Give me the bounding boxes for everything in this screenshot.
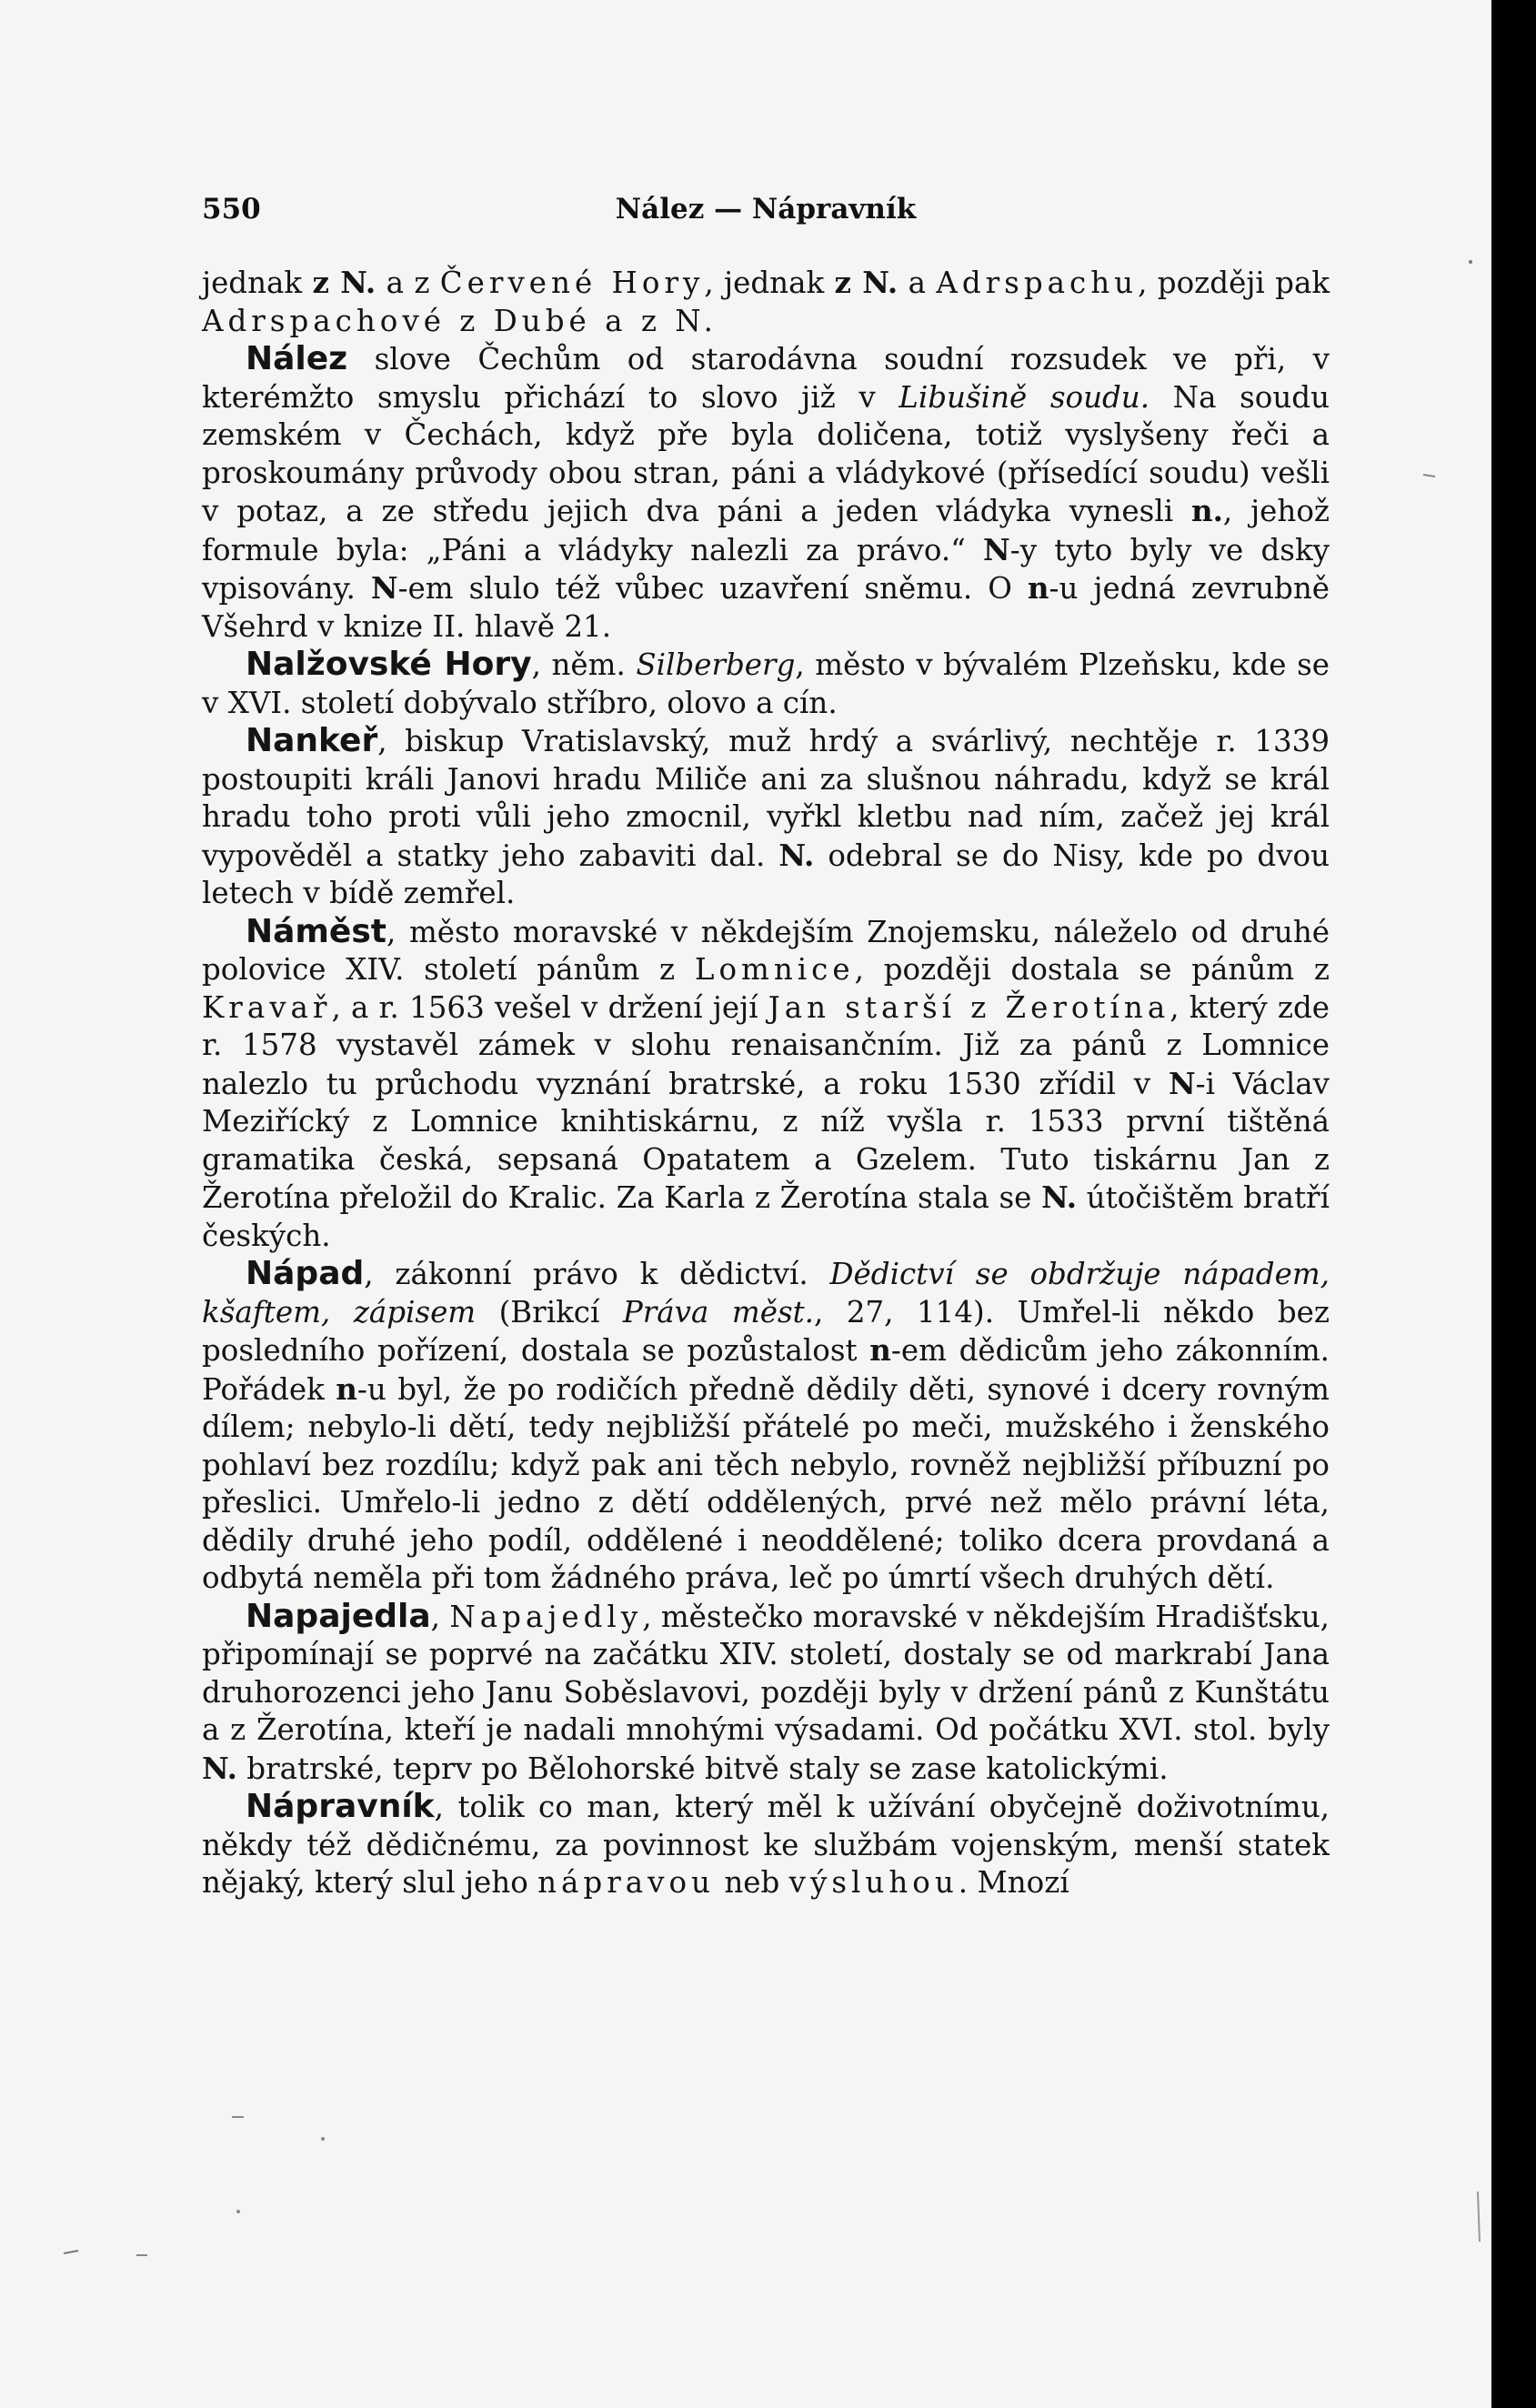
- headword: Nález: [246, 340, 348, 377]
- entry-namest: Náměst, město moravské v někdejším Znojemsku, náleželo od druhé polovice XIV. století pánům z Lomnice, později dostala se pánům z Kravař, a r. 1563 vešel v držení její Jan starší z Žerotína, který zde r. 1578 vystavěl zámek v slohu renaisančním. Již za pánů z Lomnice nalezlo tu průchodu vyznání bratrské, a roku 1530 zřídil v N-i Václav Meziřícký z Lomnice knihtiskárnu, z níž vyšla r. 1533 první tištěná gramatika česká, sepsaná Opatatem a Gzelem. Tuto tiskárnu Jan z Žerotína přeložil do Kralic. Za Karla z Žerotína stala se N. útočištěm bratří českých.: [202, 912, 1330, 1253]
- scan-speck: [1478, 2192, 1480, 2242]
- scan-speck: [1423, 475, 1435, 477]
- entry-nanker: Nankeř, biskup Vratislavský, muž hrdý a svárlivý, nechtěje r. 1339 postoupiti králi Janovi hradu Miliče ani za slušnou náhradu, když se král hradu toho proti vůli jeho zmocnil, vyřkl kletbu nad ním, začež jej král vypověděl a statky jeho zabaviti dal. N. odebral se do Nisy, kde po dvou letech v bídě zemřel.: [202, 722, 1330, 910]
- entry-napajedla: Napajedla, Napajedly, městečko moravské v někdejším Hradišťsku, připomínají se poprvé na začátku XIV. století, dostaly se od markrabí Jana druhorozenci jeho Janu Soběslavovi, později byly v držení pánů z Kunštátu a z Žerotína, kteří je nadali mnohými výsadami. Od počátku XVI. stol. byly N. bratrské, teprv po Bělohorské bitvě staly se zase katolickými.: [202, 1597, 1330, 1786]
- scan-speck: [1469, 260, 1472, 264]
- entry-nalez: Nález slove Čechům od starodávna soudní rozsudek ve při, v kterémžto smyslu přichází to slovo již v Libušině soudu. Na soudu zemském v Čechách, když pře byla doličena, totiž vyslyšeny řeči a proskoumány průvody obou stran, páni a vládykové (přísedící soudu) vešli v potaz, a ze středu jejich dva páni a jeden vládyka vynesli n., jehož formule byla: „Páni a vládyky nalezli za právo.“ N-y tyto byly ve dsky vpisovány. N-em slulo též vůbec uzavření sněmu. O n-u jedná zevrubně Všehrd v knize II. hlavě 21.: [202, 340, 1330, 644]
- page-number: 550: [202, 193, 261, 226]
- headword: Nankeř: [246, 722, 378, 759]
- scan-speck: [64, 2251, 78, 2253]
- headword: Nalžovské Hory: [246, 646, 532, 683]
- entry-napravnik: Nápravník, tolik co man, který měl k užívání obyčejně doživotnímu, někdy též dědičnému, za povinnost ke službám vojenským, menší statek nějaký, který slul jeho nápravou neb výsluhou. Mnozí: [202, 1788, 1330, 1900]
- scan-speck: [236, 2210, 240, 2213]
- entry-napad: Nápad, zákonní právo k dědictví. Dědictví se obdržuje nápadem, kšaftem, zápisem (Brikcí Práva měst., 27, 114). Umřel-li někdo bez posledního pořízení, dostala se pozůstalost n-em dědicům jeho zákonním. Pořádek n-u byl, že po rodičích předně dědily děti, synové i dcery rovným dílem; nebylo-li dětí, tedy nejbližší přátelé po meči, mužského i ženského pohlaví bez rozdílu; když pak ani těch nebylo, rovněž nejbližší příbuzní po přeslici. Umřelo-li jedno z dětí oddělených, prvé než mělo právní léta, dědily druhé jeho podíl, oddělené i neoddělené; toliko dcera provdaná a odbytá neměla při tom žádného práva, leč po úmrtí všech druhých dětí.: [202, 1255, 1330, 1595]
- scan-speck: [321, 2137, 325, 2141]
- headword: Napajedla: [246, 1597, 431, 1635]
- headword: Nápad: [246, 1255, 365, 1292]
- headword: Náměst: [246, 912, 387, 950]
- running-title: Nález — Nápravník: [615, 193, 917, 226]
- entry-nalzovske-hory: Nalžovské Hory, něm. Silberberg, město v bývalém Plzeňsku, kde se v XVI. století dobývalo stříbro, olovo a cín.: [202, 646, 1330, 720]
- headword: Nápravník: [246, 1788, 435, 1825]
- continued-entry: jednak z N. a z Červené Hory, jednak z N. a Adrspachu, později pak Adrspachové z Dubé a z N.: [202, 265, 1330, 338]
